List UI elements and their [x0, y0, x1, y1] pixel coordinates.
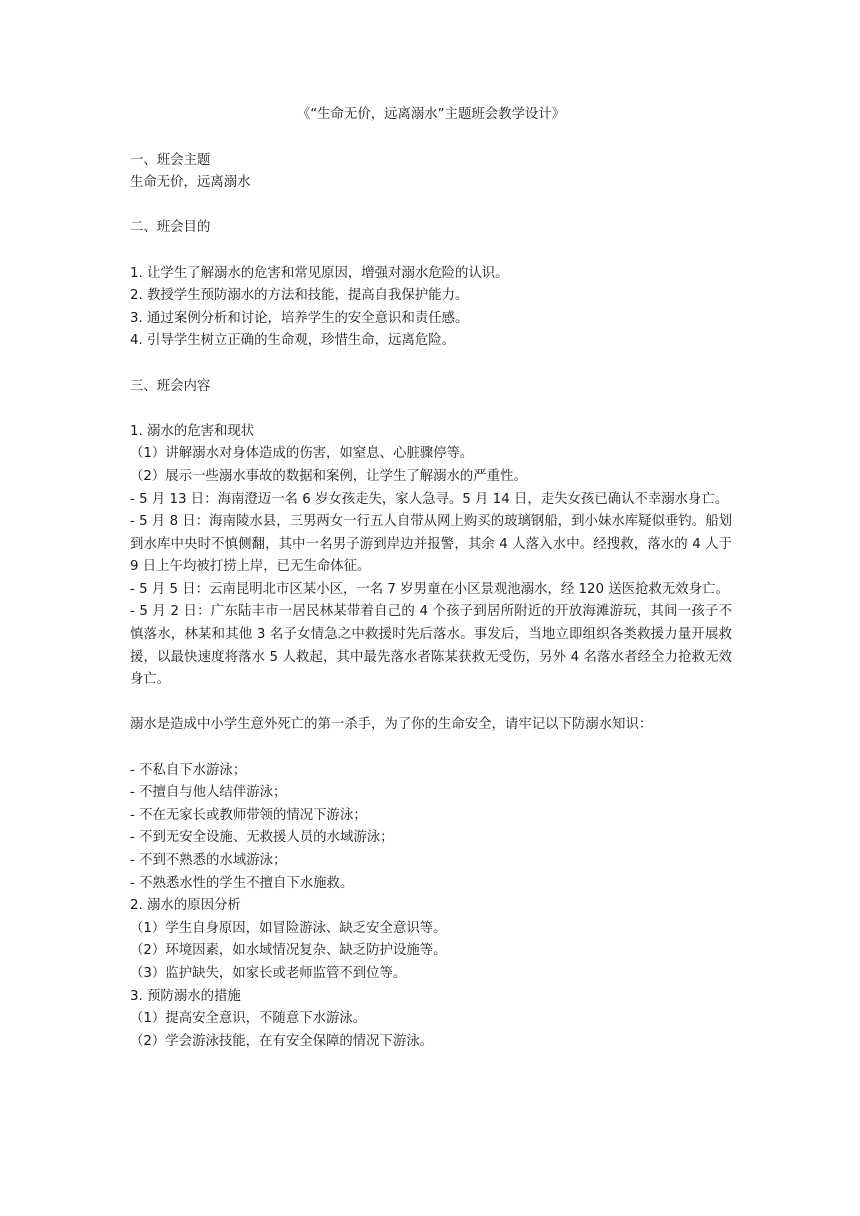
list-item: （1）讲解溺水对身体造成的伤害，如窒息、心脏骤停等。	[130, 446, 474, 462]
warning-text: 溺水是造成中小学生意外死亡的第一杀手，为了你的生命安全，请牢记以下防溺水知识：	[130, 717, 653, 733]
document-page	[130, 104, 732, 1053]
rule-item: - 不到无安全设施、无救援人员的水域游泳；	[130, 830, 394, 846]
list-item: （2）展示一些溺水事故的数据和案例，让学生了解溺水的严重性。	[130, 468, 527, 484]
section-heading: 二、班会目的	[130, 220, 211, 236]
rule-item: - 不到不熟悉的水域游泳；	[130, 853, 287, 868]
case-item: - 5 月 13 日：海南澄迈一名 6 岁女孩走失，家人急寻。5 月 14 日，走失女孩已确认不幸溺水身亡。	[130, 491, 729, 507]
section-text: 生命无价，远离溺水	[130, 175, 251, 191]
subsection-heading: 3. 预防溺水的措施	[130, 988, 241, 1004]
list-item: 2. 教授学生预防溺水的方法和技能，提高自我保护能力。	[130, 288, 469, 304]
list-item: 1. 让学生了解溺水的危害和常见原因，增强对溺水危险的认识。	[130, 265, 509, 281]
rule-item: - 不擅自与他人结伴游泳；	[130, 785, 287, 801]
section-heading: 三、班会内容	[130, 378, 211, 394]
section-heading: 一、班会主题	[130, 152, 211, 168]
list-item: （2）学会游泳技能，在有安全保障的情况下游泳。	[130, 1033, 434, 1049]
list-item: （2）环境因素，如水域情况复杂、缺乏防护设施等。	[130, 943, 447, 959]
list-item: 3. 通过案例分析和讨论，培养学生的安全意识和责任感。	[130, 310, 469, 326]
list-item: （3）监护缺失，如家长或老师监管不到位等。	[130, 965, 407, 981]
list-item: 4. 引导学生树立正确的生命观，珍惜生命，远离危险。	[130, 333, 456, 349]
case-item: - 5 月 8 日：海南陵水县，三男两女一行五人自带从网上购买的玻璃钢船，到小妹水库疑似垂钓。船划到水库中央时不慎侧翻，其中一名男子游到岸边并报警，其余 4 人落入水中。经搜救，落水的 4 人于 9 日上午均被打捞上岸，已无生命体征。	[130, 514, 732, 575]
rule-item: - 不私自下水游泳；	[130, 762, 247, 778]
case-item: - 5 月 2 日：广东陆丰市一居民林某带着自己的 4 个孩子到居所附近的开放海滩游玩，其间一孩子不慎落水，林某和其他 3 名子女情急之中救援时先后落水。事发后，当地立即组织各类救援力量开展救援，以最快速度将落水 5 人救起，其中最先落水者陈某获救无受伤，另外 4 名落水者经全力抢救无效身亡。	[130, 604, 732, 688]
rule-item: - 不在无家长或教师带领的情况下游泳；	[130, 807, 367, 823]
list-item: （1）学生自身原因，如冒险游泳、缺乏安全意识等。	[130, 920, 447, 936]
list-item: （1）提高安全意识，不随意下水游泳。	[130, 1011, 367, 1027]
subsection-heading: 1. 溺水的危害和现状	[130, 423, 255, 439]
document-title: 《“生命无价，远离溺水”主题班会教学设计》	[296, 107, 566, 122]
case-item: - 5 月 5 日：云南昆明北市区某小区，一名 7 岁男童在小区景观池溺水，经 120 送医抢救无效身亡。	[130, 581, 729, 597]
rule-item: - 不熟悉水性的学生不擅自下水施救。	[130, 875, 354, 891]
subsection-heading: 2. 溺水的原因分析	[130, 898, 241, 914]
